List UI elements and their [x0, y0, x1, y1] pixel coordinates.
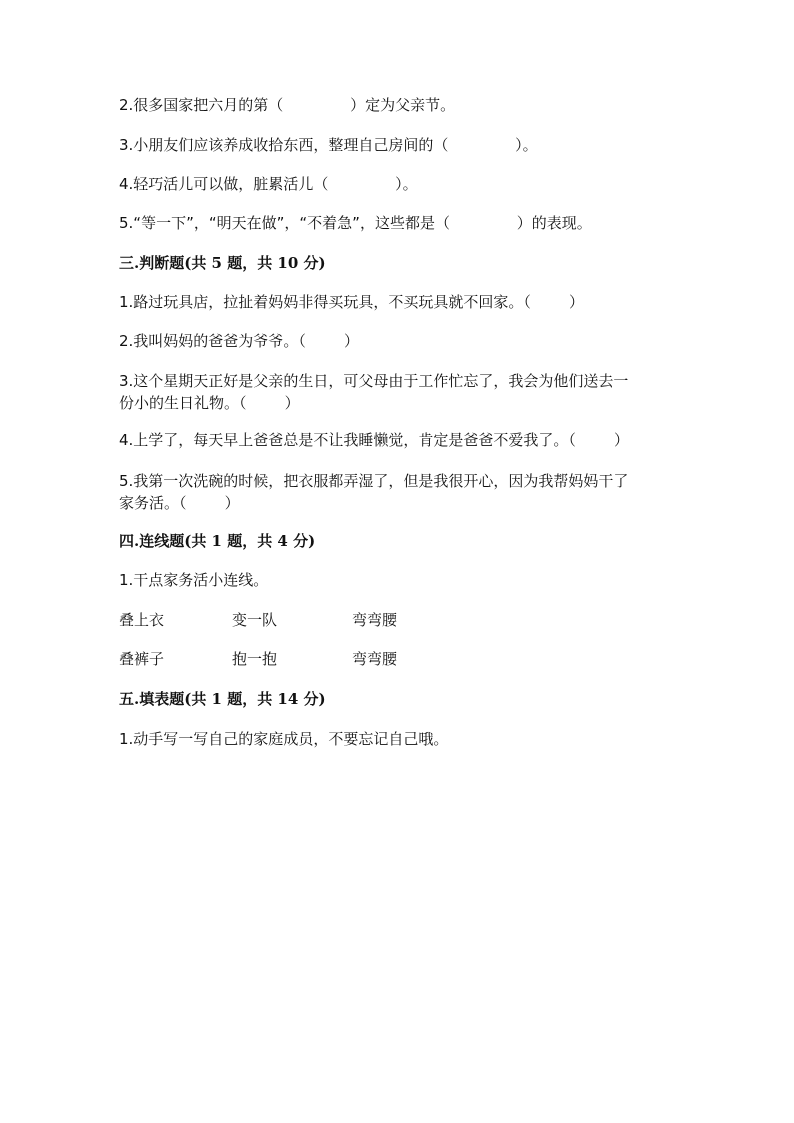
fill-blank-item-2: 2.很多国家把六月的第（ ）定为父亲节。 [119, 96, 456, 114]
judge-item-1: 1.路过玩具店，拉扯着妈妈非得买玩具，不买玩具就不回家。（ ） [119, 293, 584, 311]
section-4-title: 四.连线题(共 1 题，共 4 分) [119, 532, 316, 550]
section-3-title: 三.判断题(共 5 题，共 10 分) [119, 254, 326, 272]
fill-blank-item-4: 4.轻巧活儿可以做，脏累活儿（ ）。 [119, 175, 418, 193]
judge-item-2: 2.我叫妈妈的爸爸为爷爷。（ ） [119, 332, 359, 350]
matching-row-1-col-1: 叠上衣 [119, 611, 165, 629]
section-5-title: 五.填表题(共 1 题，共 14 分) [119, 690, 326, 708]
judge-item-5-line-1: 5.我第一次洗碗的时候，把衣服都弄湿了，但是我很开心，因为我帮妈妈干了 [119, 472, 629, 490]
judge-item-3-line-2: 份小的生日礼物。（ ） [119, 394, 300, 412]
fill-blank-item-3: 3.小朋友们应该养成收拾东西，整理自己房间的（ ）。 [119, 136, 538, 154]
matching-row-2-col-2: 抱一抱 [232, 650, 278, 668]
fill-blank-item-5: 5.“等一下”，“明天在做”，“不着急”，这些都是（ ）的表现。 [119, 214, 592, 232]
judge-item-3-line-1: 3.这个星期天正好是父亲的生日，可父母由于工作忙忘了，我会为他们送去一 [119, 372, 629, 390]
matching-row-1-col-3: 弯弯腰 [352, 611, 398, 629]
judge-item-4: 4.上学了，每天早上爸爸总是不让我睡懒觉，肯定是爸爸不爱我了。（ ） [119, 431, 629, 449]
matching-row-1-col-2: 变一队 [232, 611, 278, 629]
matching-row-2-col-1: 叠裤子 [119, 650, 165, 668]
matching-row-2-col-3: 弯弯腰 [352, 650, 398, 668]
matching-question: 1.干点家务活小连线。 [119, 571, 269, 589]
table-question: 1.动手写一写自己的家庭成员，不要忘记自己哦。 [119, 730, 449, 748]
judge-item-5-line-2: 家务活。（ ） [119, 494, 240, 512]
